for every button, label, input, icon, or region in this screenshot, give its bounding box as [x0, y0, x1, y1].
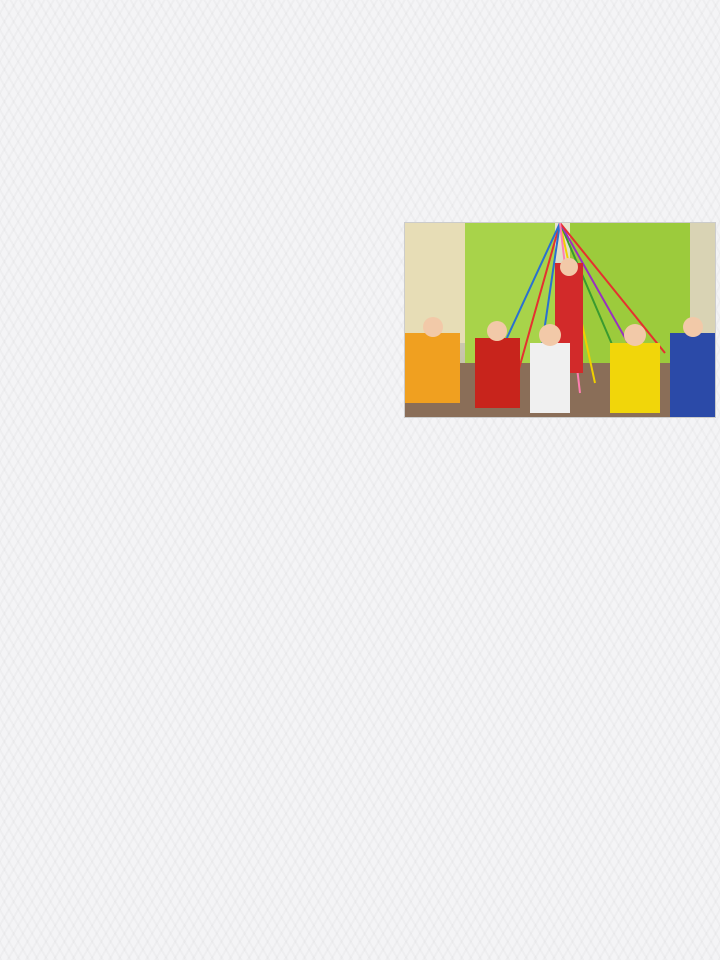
- children-dancing-photo: [404, 222, 716, 418]
- bottom-ornament-border: [0, 818, 720, 960]
- top-ornament-border: [0, 0, 720, 40]
